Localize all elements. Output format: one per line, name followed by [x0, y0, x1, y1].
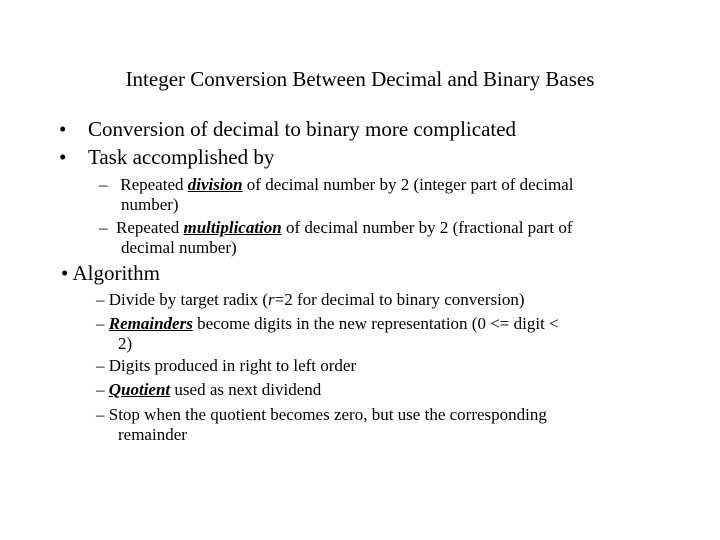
step-text: Divide by target radix ( [108, 290, 269, 309]
bullet-item [59, 116, 516, 142]
dash-marker: – [99, 175, 108, 194]
sub-item-line [99, 175, 573, 194]
dash-marker: – [99, 218, 108, 237]
step-text: Stop when the quotient becomes zero, but use the corresponding [108, 405, 547, 424]
dash-marker: – [96, 380, 105, 399]
bullet-text: Task accomplished by [88, 145, 275, 169]
slide-title: Integer Conversion Between Decimal and Binary Bases [125, 67, 595, 91]
radix-variable: r [268, 290, 275, 309]
sub-item-lead: Repeated [116, 218, 180, 237]
dash-marker: – [96, 290, 105, 309]
dash-marker: – [96, 314, 105, 333]
bullet-item [59, 144, 274, 170]
algorithm-step [96, 405, 656, 445]
sub-item [99, 218, 669, 258]
bullet-marker: • [59, 117, 67, 141]
step-continuation: remainder [118, 425, 187, 444]
step-text: =2 for decimal to binary conversion) [274, 290, 525, 309]
sub-item-continuation: number) [121, 195, 179, 214]
step-text: used as next dividend [174, 380, 322, 399]
bullet-marker: • [59, 145, 67, 169]
sub-item-lead: Repeated [120, 175, 184, 194]
bullet-marker: • [61, 261, 69, 285]
bullet-text: Conversion of decimal to binary more complicated [88, 117, 517, 141]
emphasis-text: division [187, 175, 243, 194]
algorithm-step [96, 314, 656, 354]
step-continuation: 2) [118, 334, 133, 353]
sub-item-line [99, 218, 573, 237]
sub-item-continuation: decimal number) [121, 238, 237, 257]
emphasis-text: Quotient [108, 380, 171, 399]
step-text: become digits in the new representation (0 <= digit < [197, 314, 559, 333]
dash-marker: – [96, 356, 105, 375]
algorithm-step [96, 356, 656, 376]
sub-item-text: of decimal number by 2 (integer part of decimal [246, 175, 574, 194]
algorithm-label: Algorithm [72, 261, 160, 285]
emphasis-text: multiplication [183, 218, 282, 237]
algorithm-step [96, 290, 656, 310]
emphasis-text: Remainders [108, 314, 193, 333]
sub-item [99, 175, 669, 215]
algorithm-heading [61, 260, 160, 286]
step-text: Digits produced in right to left order [108, 356, 357, 375]
algorithm-step [96, 380, 656, 400]
sub-item-text: of decimal number by 2 (fractional part of [286, 218, 573, 237]
dash-marker: – [96, 405, 105, 424]
